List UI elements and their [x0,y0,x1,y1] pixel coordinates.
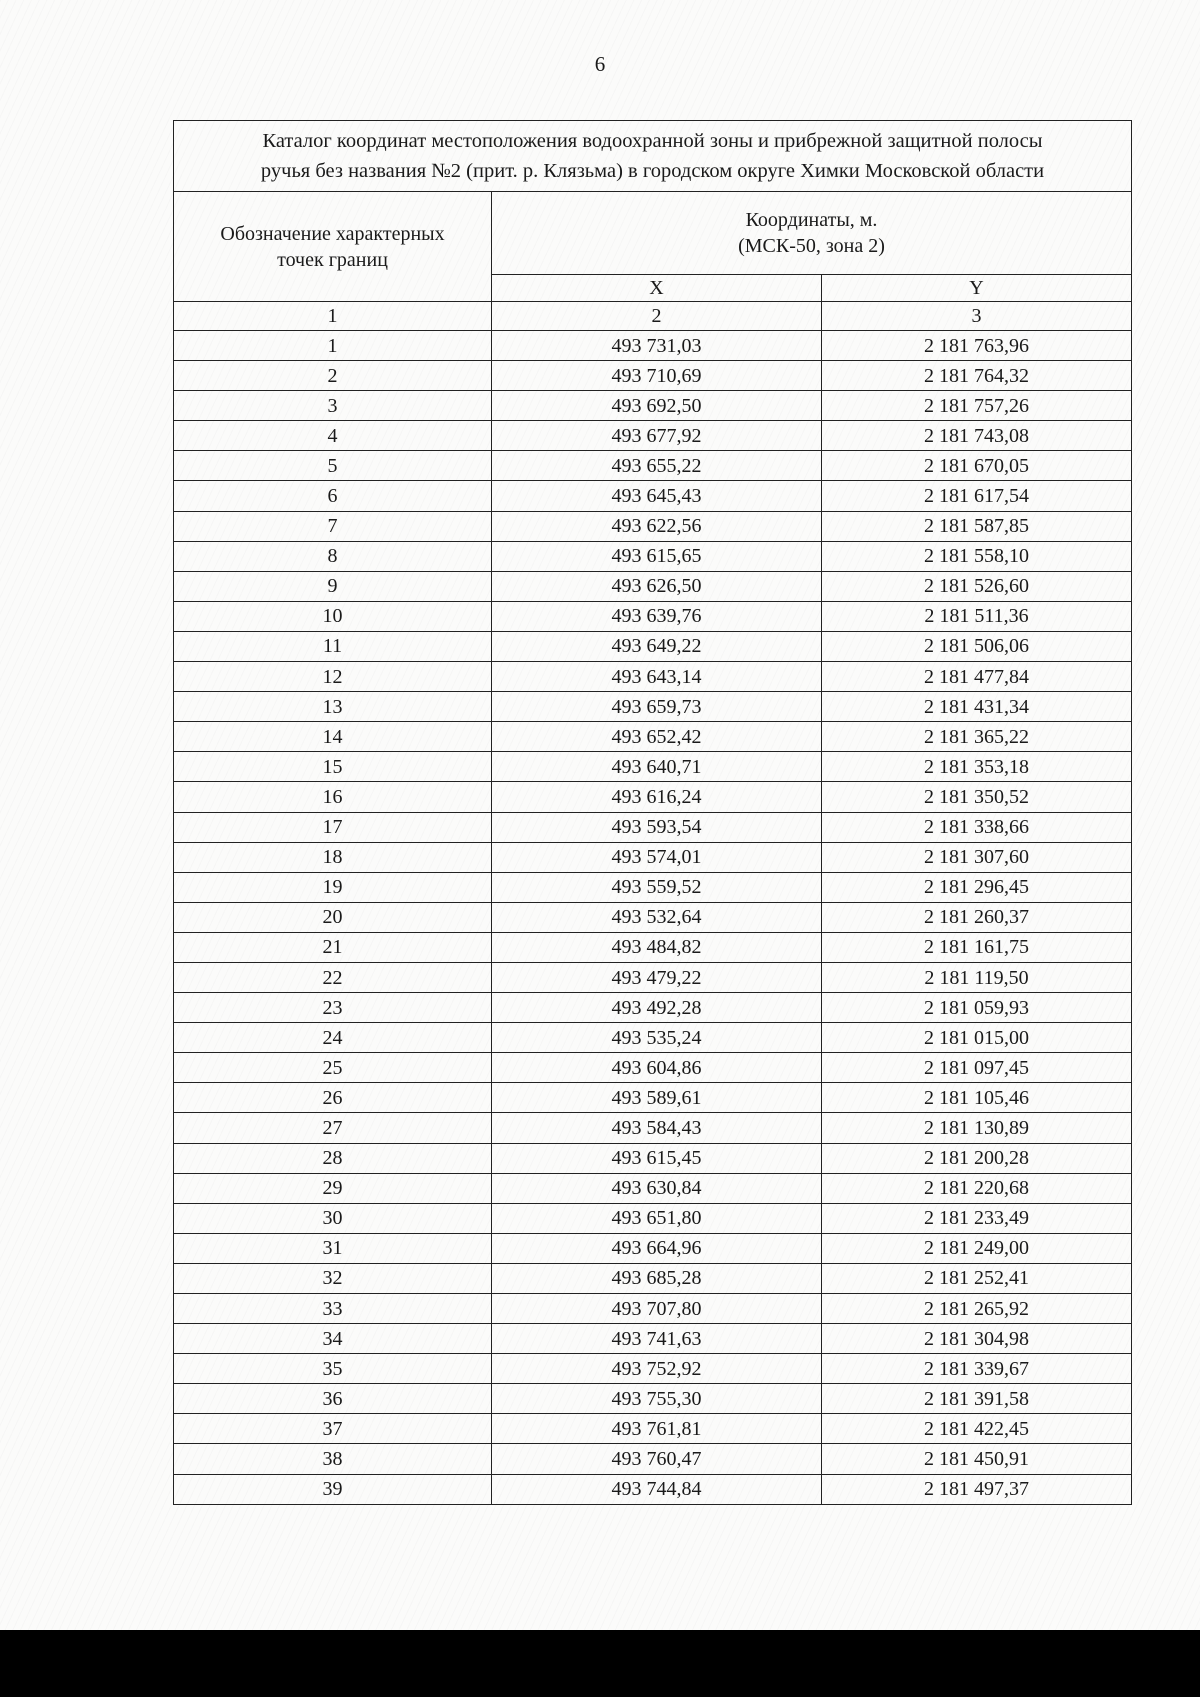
table-row [174,541,1132,571]
y-coordinate-cell: 2 181 265,92 [822,1294,1132,1324]
column-number-2: 2 [492,302,822,331]
point-cell: 4 [174,421,492,451]
point-cell: 5 [174,451,492,481]
table-row [174,1143,1132,1173]
y-coordinate-cell: 2 181 422,45 [822,1414,1132,1444]
point-cell: 18 [174,842,492,872]
table-row [174,812,1132,842]
y-coordinate-cell: 2 181 339,67 [822,1354,1132,1384]
table-row [174,962,1132,992]
x-coordinate-cell: 493 639,76 [492,601,822,631]
table-row [174,1414,1132,1444]
x-coordinate-cell: 493 615,65 [492,541,822,571]
points-body [174,331,1132,1505]
point-cell: 19 [174,872,492,902]
table-row [174,391,1132,421]
x-coordinate-cell: 493 677,92 [492,421,822,451]
table-row [174,1444,1132,1474]
table-row [174,662,1132,692]
y-coordinate-cell: 2 181 097,45 [822,1053,1132,1083]
y-coordinate-cell: 2 181 763,96 [822,331,1132,361]
x-coordinate-cell: 493 616,24 [492,782,822,812]
y-coordinate-cell: 2 181 296,45 [822,872,1132,902]
table-row [174,722,1132,752]
x-coordinate-cell: 493 640,71 [492,752,822,782]
table-row [174,782,1132,812]
y-coordinate-cell: 2 181 220,68 [822,1173,1132,1203]
x-coordinate-cell: 493 492,28 [492,993,822,1023]
table-row [174,1233,1132,1263]
page-number: 6 [594,52,606,76]
x-coordinate-cell: 493 752,92 [492,1354,822,1384]
x-coordinate-cell: 493 645,43 [492,481,822,511]
table-row [174,571,1132,601]
y-coordinate-cell: 2 181 743,08 [822,421,1132,451]
x-coordinate-cell: 493 626,50 [492,571,822,601]
point-cell: 16 [174,782,492,812]
coordinates-header-line-1: Координаты, м. [745,209,878,231]
column-number-3: 3 [822,302,1132,331]
table-row [174,1053,1132,1083]
x-coordinate-cell: 493 659,73 [492,692,822,722]
point-cell: 14 [174,722,492,752]
y-coordinate-cell: 2 181 233,49 [822,1203,1132,1233]
table-row [174,1203,1132,1233]
x-coordinate-cell: 493 484,82 [492,932,822,962]
x-coordinate-cell: 493 651,80 [492,1203,822,1233]
x-coordinate-cell: 493 761,81 [492,1414,822,1444]
x-coordinate-cell: 493 643,14 [492,662,822,692]
point-label-header-line-2: точек границ [277,248,388,271]
table-row [174,631,1132,661]
point-cell: 15 [174,752,492,782]
coordinates-header [492,192,1132,275]
point-cell: 11 [174,631,492,661]
y-coordinate-cell: 2 181 450,91 [822,1444,1132,1474]
x-coordinate-cell: 493 652,42 [492,722,822,752]
point-cell: 25 [174,1053,492,1083]
column-number-1: 1 [174,302,492,331]
table-row [174,842,1132,872]
y-coordinate-cell: 2 181 558,10 [822,541,1132,571]
table-row [174,1474,1132,1504]
point-cell: 2 [174,361,492,391]
x-coordinate-cell: 493 479,22 [492,962,822,992]
y-coordinate-cell: 2 181 200,28 [822,1143,1132,1173]
table-row [174,481,1132,511]
table-title [174,121,1132,192]
point-cell: 37 [174,1414,492,1444]
x-coordinate-cell: 493 649,22 [492,631,822,661]
y-coordinate-cell: 2 181 587,85 [822,511,1132,541]
y-coordinate-cell: 2 181 260,37 [822,902,1132,932]
point-cell: 29 [174,1173,492,1203]
table-row [174,1354,1132,1384]
x-axis-header: X [492,275,822,302]
x-coordinate-cell: 493 741,63 [492,1324,822,1354]
point-cell: 32 [174,1263,492,1293]
table-row [174,1023,1132,1053]
y-coordinate-cell: 2 181 506,06 [822,631,1132,661]
table-row [174,1173,1132,1203]
x-coordinate-cell: 493 731,03 [492,331,822,361]
point-cell: 33 [174,1294,492,1324]
x-coordinate-cell: 493 532,64 [492,902,822,932]
table-row [174,752,1132,782]
x-coordinate-cell: 493 664,96 [492,1233,822,1263]
point-cell: 21 [174,932,492,962]
table-row [174,1083,1132,1113]
y-coordinate-cell: 2 181 249,00 [822,1233,1132,1263]
table-row [174,361,1132,391]
x-coordinate-cell: 493 630,84 [492,1173,822,1203]
point-cell: 22 [174,962,492,992]
scan-bottom-border [0,1630,1200,1697]
point-cell: 8 [174,541,492,571]
table-row [174,692,1132,722]
y-coordinate-cell: 2 181 431,34 [822,692,1132,722]
y-coordinate-cell: 2 181 353,18 [822,752,1132,782]
y-coordinate-cell: 2 181 252,41 [822,1263,1132,1293]
point-cell: 9 [174,571,492,601]
point-cell: 20 [174,902,492,932]
y-coordinate-cell: 2 181 670,05 [822,451,1132,481]
table-row [174,421,1132,451]
x-coordinate-cell: 493 707,80 [492,1294,822,1324]
x-coordinate-cell: 493 604,86 [492,1053,822,1083]
point-cell: 13 [174,692,492,722]
x-coordinate-cell: 493 559,52 [492,872,822,902]
x-coordinate-cell: 493 615,45 [492,1143,822,1173]
y-coordinate-cell: 2 181 617,54 [822,481,1132,511]
y-coordinate-cell: 2 181 119,50 [822,962,1132,992]
y-coordinate-cell: 2 181 307,60 [822,842,1132,872]
point-cell: 26 [174,1083,492,1113]
table-title-line-1: Каталог координат местоположения водоохранной зоны и прибрежной защитной полосы [262,130,1043,152]
x-coordinate-cell: 493 755,30 [492,1384,822,1414]
x-coordinate-cell: 493 744,84 [492,1474,822,1504]
table-row [174,1324,1132,1354]
point-cell: 7 [174,511,492,541]
x-coordinate-cell: 493 692,50 [492,391,822,421]
table-row [174,993,1132,1023]
point-cell: 3 [174,391,492,421]
y-coordinate-cell: 2 181 350,52 [822,782,1132,812]
point-cell: 23 [174,993,492,1023]
point-cell: 6 [174,481,492,511]
y-coordinate-cell: 2 181 365,22 [822,722,1132,752]
x-coordinate-cell: 493 710,69 [492,361,822,391]
point-cell: 12 [174,662,492,692]
y-coordinate-cell: 2 181 497,37 [822,1474,1132,1504]
table-row [174,932,1132,962]
point-label-header [174,192,492,302]
y-coordinate-cell: 2 181 059,93 [822,993,1132,1023]
x-coordinate-cell: 493 584,43 [492,1113,822,1143]
x-coordinate-cell: 493 593,54 [492,812,822,842]
point-cell: 10 [174,601,492,631]
y-coordinate-cell: 2 181 391,58 [822,1384,1132,1414]
point-cell: 38 [174,1444,492,1474]
x-coordinate-cell: 493 535,24 [492,1023,822,1053]
y-coordinate-cell: 2 181 757,26 [822,391,1132,421]
point-cell: 31 [174,1233,492,1263]
y-coordinate-cell: 2 181 477,84 [822,662,1132,692]
table-row [174,601,1132,631]
point-cell: 17 [174,812,492,842]
point-cell: 1 [174,331,492,361]
y-coordinate-cell: 2 181 105,46 [822,1083,1132,1113]
y-axis-header: Y [822,275,1132,302]
point-cell: 28 [174,1143,492,1173]
y-coordinate-cell: 2 181 130,89 [822,1113,1132,1143]
table-row [174,902,1132,932]
x-coordinate-cell: 493 574,01 [492,842,822,872]
point-cell: 35 [174,1354,492,1384]
point-cell: 39 [174,1474,492,1504]
table-row [174,331,1132,361]
point-cell: 34 [174,1324,492,1354]
y-coordinate-cell: 2 181 526,60 [822,571,1132,601]
x-coordinate-cell: 493 685,28 [492,1263,822,1293]
y-coordinate-cell: 2 181 304,98 [822,1324,1132,1354]
point-cell: 27 [174,1113,492,1143]
table-row [174,511,1132,541]
coordinates-header-line-2: (МСК-50, зона 2) [738,235,885,257]
coordinates-catalog-table [173,120,1132,1505]
x-coordinate-cell: 493 655,22 [492,451,822,481]
table-title-line-2: ручья без названия №2 (прит. р. Клязьма) в городском округе Химки Московской области [260,160,1045,182]
y-coordinate-cell: 2 181 015,00 [822,1023,1132,1053]
x-coordinate-cell: 493 760,47 [492,1444,822,1474]
table-row [174,872,1132,902]
point-label-header-line-1: Обозначение характерных [220,222,445,245]
table-row [174,1263,1132,1293]
x-coordinate-cell: 493 622,56 [492,511,822,541]
y-coordinate-cell: 2 181 161,75 [822,932,1132,962]
point-cell: 36 [174,1384,492,1414]
point-cell: 30 [174,1203,492,1233]
y-coordinate-cell: 2 181 511,36 [822,601,1132,631]
point-cell: 24 [174,1023,492,1053]
y-coordinate-cell: 2 181 764,32 [822,361,1132,391]
table-row [174,1384,1132,1414]
table-row [174,1113,1132,1143]
y-coordinate-cell: 2 181 338,66 [822,812,1132,842]
table-row [174,1294,1132,1324]
table-row [174,451,1132,481]
x-coordinate-cell: 493 589,61 [492,1083,822,1113]
